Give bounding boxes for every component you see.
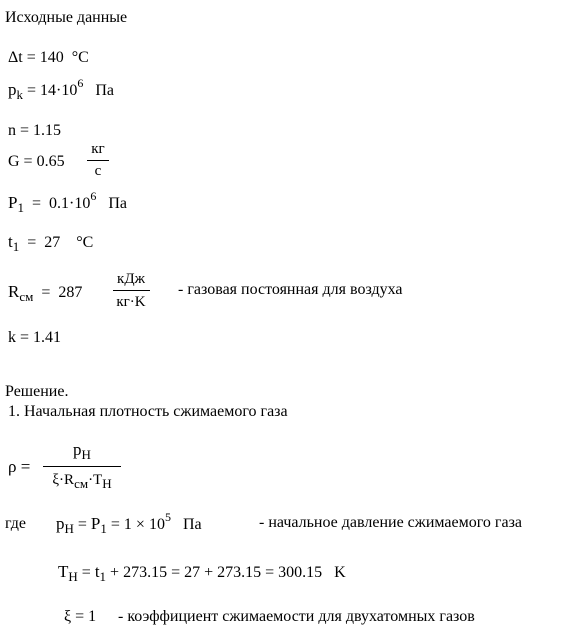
g-unit-bar (87, 160, 109, 161)
ph-comment: - начальное давление сжимаемого газа (259, 514, 522, 531)
rho-fraction-bar (43, 466, 121, 467)
given-heading: Исходные данные (5, 9, 128, 26)
rsm-unit-numerator: кДж (117, 271, 145, 287)
g-unit-denominator: с (94, 163, 102, 179)
g-line: G = 0.65 (8, 153, 65, 170)
rsm-comment: - газовая постоянная для воздуха (178, 281, 403, 298)
t1-line: $t_1 = 27$ °C (8, 232, 94, 254)
rsm-unit-bar (113, 290, 150, 291)
delta-t-line: Δt = 140 °C (8, 49, 89, 66)
solution-heading: Решение. (5, 383, 69, 400)
k-line: k = 1.41 (8, 329, 62, 346)
rsm-unit-denominator: кг·K (116, 294, 146, 310)
p1-line: $P_1 = 0.1\cdot 10^6$ Па (8, 189, 127, 215)
g-unit-numerator: кг (91, 141, 105, 157)
rho-lhs: ρ = (8, 457, 31, 476)
xi-comment: - коэффициент сжимаемости для двухатомных газов (118, 608, 475, 625)
where-label: где (5, 515, 27, 532)
pk-line: $p_k = 14\cdot 10^6$ Па (8, 76, 115, 102)
th-line: $T_H = t_1 + 273.15 = 27 + 273.15 = 300.15$ K (58, 562, 346, 584)
ph-line: $p_H = P_1 = 1 \times 10^5$ Па (56, 510, 202, 536)
xi-line: ξ = 1 (64, 608, 97, 625)
rsm-line: $R_{см} = 287$ (8, 282, 83, 304)
step1-title: 1. Начальная плотность сжимаемого газа (8, 403, 288, 420)
rho-denominator: $\xi\cdot R_{см}\cdot T_H$ (52, 472, 112, 491)
rho-numerator: $p_H$ (73, 440, 91, 462)
n-line: n = 1.15 (8, 122, 62, 139)
